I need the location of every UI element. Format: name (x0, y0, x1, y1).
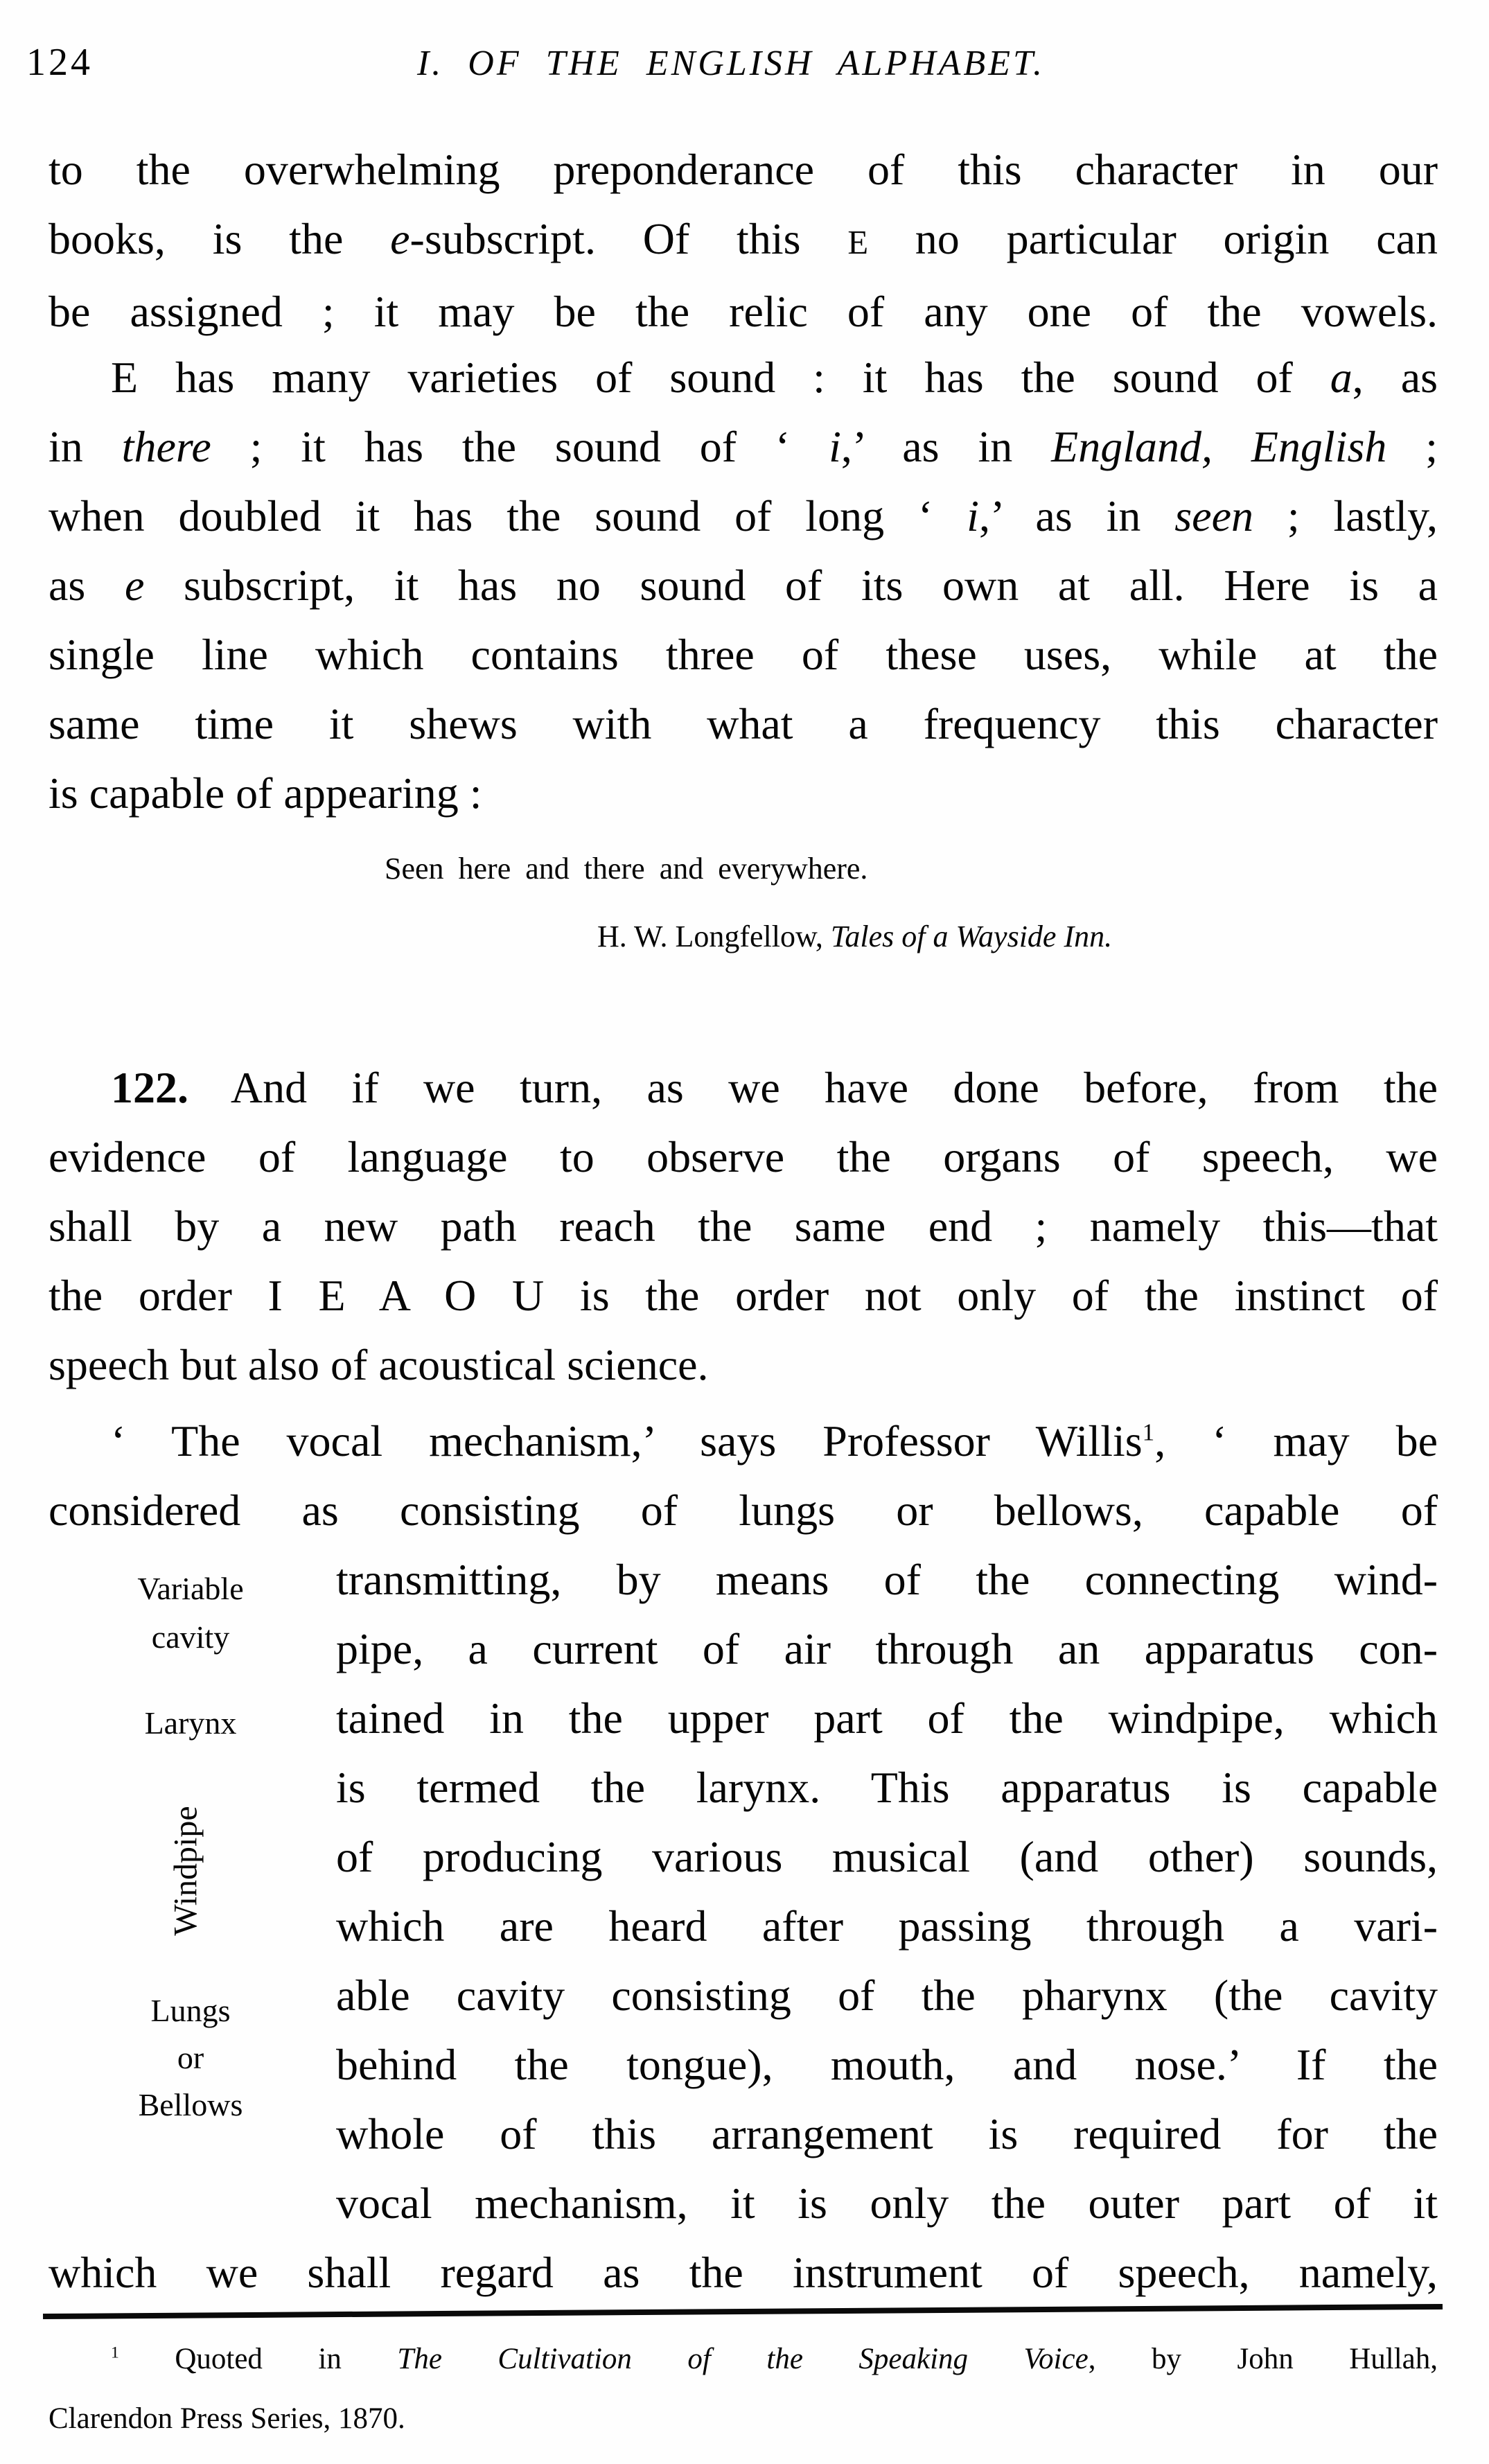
text-line: in there ; it has the sound of ‘ i,’ as in England, English ; (49, 422, 1438, 471)
text-line: as e subscript, it has no sound of its own at all. Here is a (49, 561, 1438, 610)
text-line: be assigned ; it may be the relic of any one of the vowels. (49, 287, 1438, 336)
verse-quote: Seen here and there and everywhere. (385, 852, 868, 886)
text-line: able cavity consisting of the pharynx (the cavity (336, 1971, 1438, 2020)
text-line: pipe, a current of air through an apparatus con- (336, 1624, 1438, 1673)
text-line: when doubled it has the sound of long ‘ i,’ as in seen ; lastly, (49, 491, 1438, 540)
text-line: 122. And if we turn, as we have done before, from the (111, 1063, 1438, 1112)
text-line: vocal mechanism, it is only the outer part of it (336, 2179, 1438, 2228)
margin-label-line: cavity (151, 1619, 230, 1655)
text-line: shall by a new path reach the same end ; namely this—that (49, 1202, 1438, 1251)
text-line: evidence of language to observe the organs of speech, we (49, 1132, 1438, 1181)
margin-label-line: Larynx (144, 1705, 237, 1741)
text-line: considered as consisting of lungs or bellows, capable of (49, 1486, 1438, 1535)
paragraph-continuation (49, 2238, 1438, 2307)
text-line: tained in the upper part of the windpipe, which (336, 1693, 1438, 1743)
paragraph-122 (49, 1053, 1438, 1400)
text-line: is termed the larynx. This apparatus is capable (336, 1763, 1438, 1812)
text-line: ‘ The vocal mechanism,’ says Professor Willis$^1$, ‘ may be (111, 1416, 1438, 1466)
text-line: of producing various musical (and other) sounds, (336, 1832, 1438, 1881)
text-line: single line which contains three of these uses, while at the (49, 630, 1438, 679)
quote-attribution: H. W. Longfellow, Tales of a Wayside Inn. (597, 919, 1113, 953)
text-line: to the overwhelming preponderance of this character in our (49, 145, 1438, 194)
margin-label-lungs-bellows (90, 1987, 291, 2129)
footnote-line: Clarendon Press Series, 1870. (49, 2402, 405, 2435)
margin-label-windpipe: Windpipe (167, 1806, 204, 1936)
indented-quote-block (336, 1545, 1438, 2238)
paragraph-willis (49, 1407, 1438, 1545)
margin-label-larynx (90, 1699, 291, 1748)
margin-label-line: Lungs (150, 1993, 231, 2028)
margin-label-line: or (177, 2040, 204, 2075)
text-line: whole of this arrangement is required for the (336, 2109, 1438, 2158)
text-line: same time it shews with what a frequency this character (49, 699, 1438, 748)
footnote-line: $^1$ Quoted in The Cultivation of the Speaking Voice, by John Hullah, (111, 2343, 1438, 2375)
margin-label-variable-cavity (90, 1565, 291, 1662)
margin-label-line: Bellows (138, 2087, 243, 2122)
text-line: speech but also of acoustical science. (49, 1340, 709, 1389)
text-line: which we shall regard as the instrument of speech, namely, (49, 2248, 1438, 2297)
margin-label-line: Variable (137, 1571, 244, 1606)
text-line: E has many varieties of sound : it has the sound of a, as (111, 353, 1438, 402)
text-line: transmitting, by means of the connecting wind- (336, 1555, 1438, 1604)
running-title: I. OF THE ENGLISH ALPHABET. (416, 44, 1046, 83)
text-line: which are heard after passing through a vari- (336, 1901, 1438, 1951)
footnote (49, 2330, 1438, 2449)
text-line: behind the tongue), mouth, and nose.’ If the (336, 2040, 1438, 2089)
text-line: is capable of appearing : (49, 768, 482, 818)
paragraph-2 (49, 343, 1438, 828)
text-line: the order I E A O U is the order not only of the instinct of (49, 1271, 1438, 1320)
text-line: books, is the e-subscript. Of this E no particular origin can (49, 214, 1438, 263)
page-number: 124 (26, 41, 93, 84)
paragraph-1 (49, 135, 1438, 346)
